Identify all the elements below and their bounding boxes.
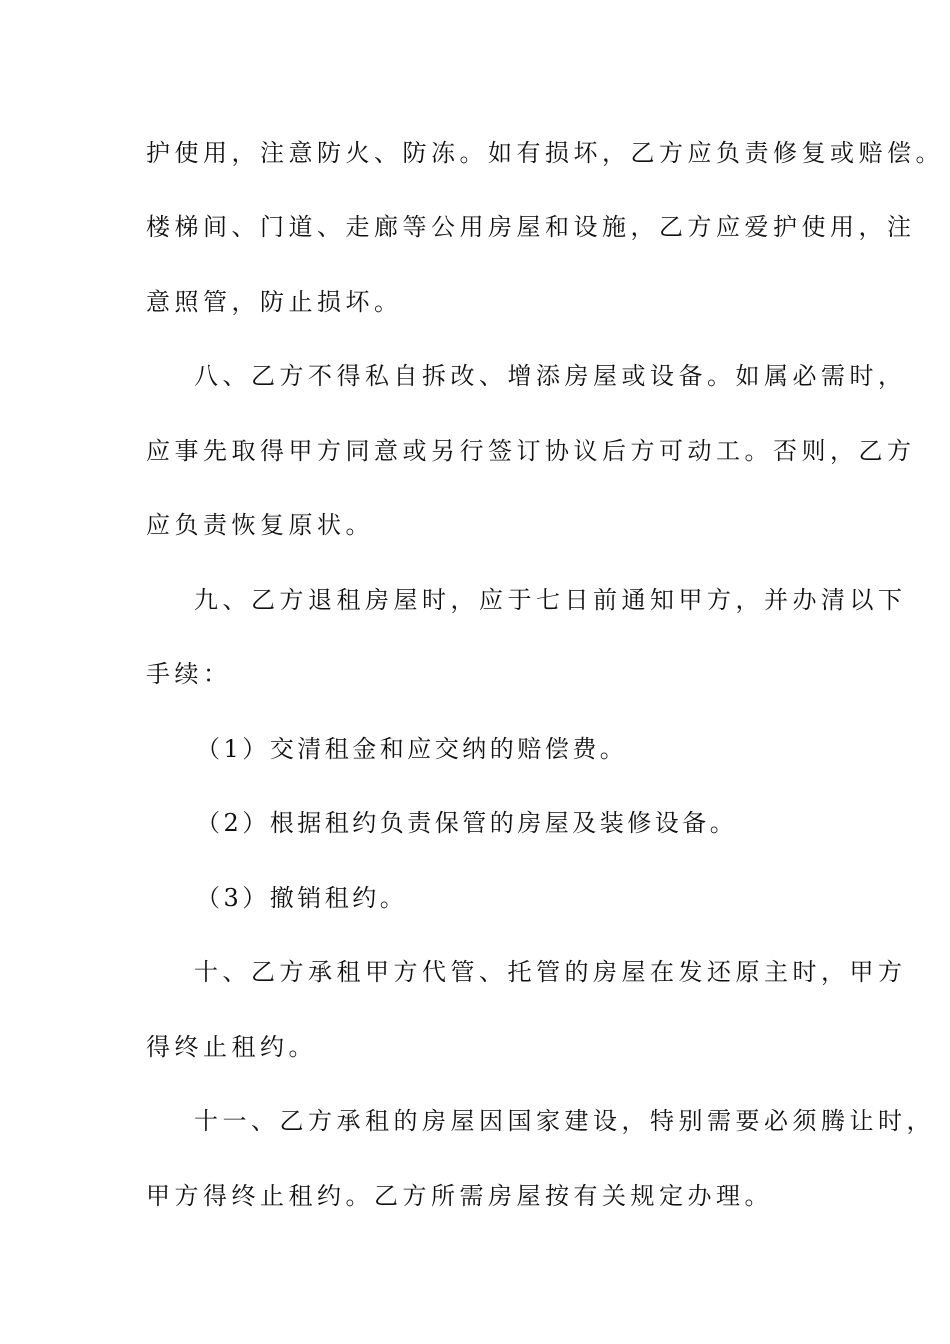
paragraph-line: 应负责恢复原状。 (146, 511, 374, 539)
paragraph-line: 意照管，防止损坏。 (146, 288, 403, 316)
clause-11-heading-line: 十一、乙方承租的房屋因国家建设，特别需要必须腾让时， (194, 1107, 935, 1135)
paragraph-line: 得终止租约。 (146, 1033, 317, 1061)
paragraph-line: 甲方得终止租约。乙方所需房屋按有关规定办理。 (146, 1182, 773, 1210)
paragraph-line: 应事先取得甲方同意或另行签订协议后方可动工。否则，乙方 (146, 437, 916, 465)
clause-8-heading-line: 八、乙方不得私自拆改、增添房屋或设备。如属必需时， (194, 362, 907, 390)
paragraph-line: 楼梯间、门道、走廊等公用房屋和设施，乙方应爱护使用，注 (146, 213, 916, 241)
paragraph-line: 手续： (146, 660, 232, 688)
list-item-2: （2）根据租约负责保管的房屋及装修设备。 (196, 809, 738, 837)
clause-9-heading-line: 九、乙方退租房屋时，应于七日前通知甲方，并办清以下 (194, 586, 907, 614)
list-item-3: （3）撤销租约。 (196, 884, 408, 912)
list-item-1: （1）交清租金和应交纳的赔偿费。 (196, 735, 628, 763)
clause-10-heading-line: 十、乙方承租甲方代管、托管的房屋在发还原主时，甲方 (194, 958, 907, 986)
paragraph-line: 护使用，注意防火、防冻。如有损坏，乙方应负责修复或赔偿。 (146, 139, 944, 167)
